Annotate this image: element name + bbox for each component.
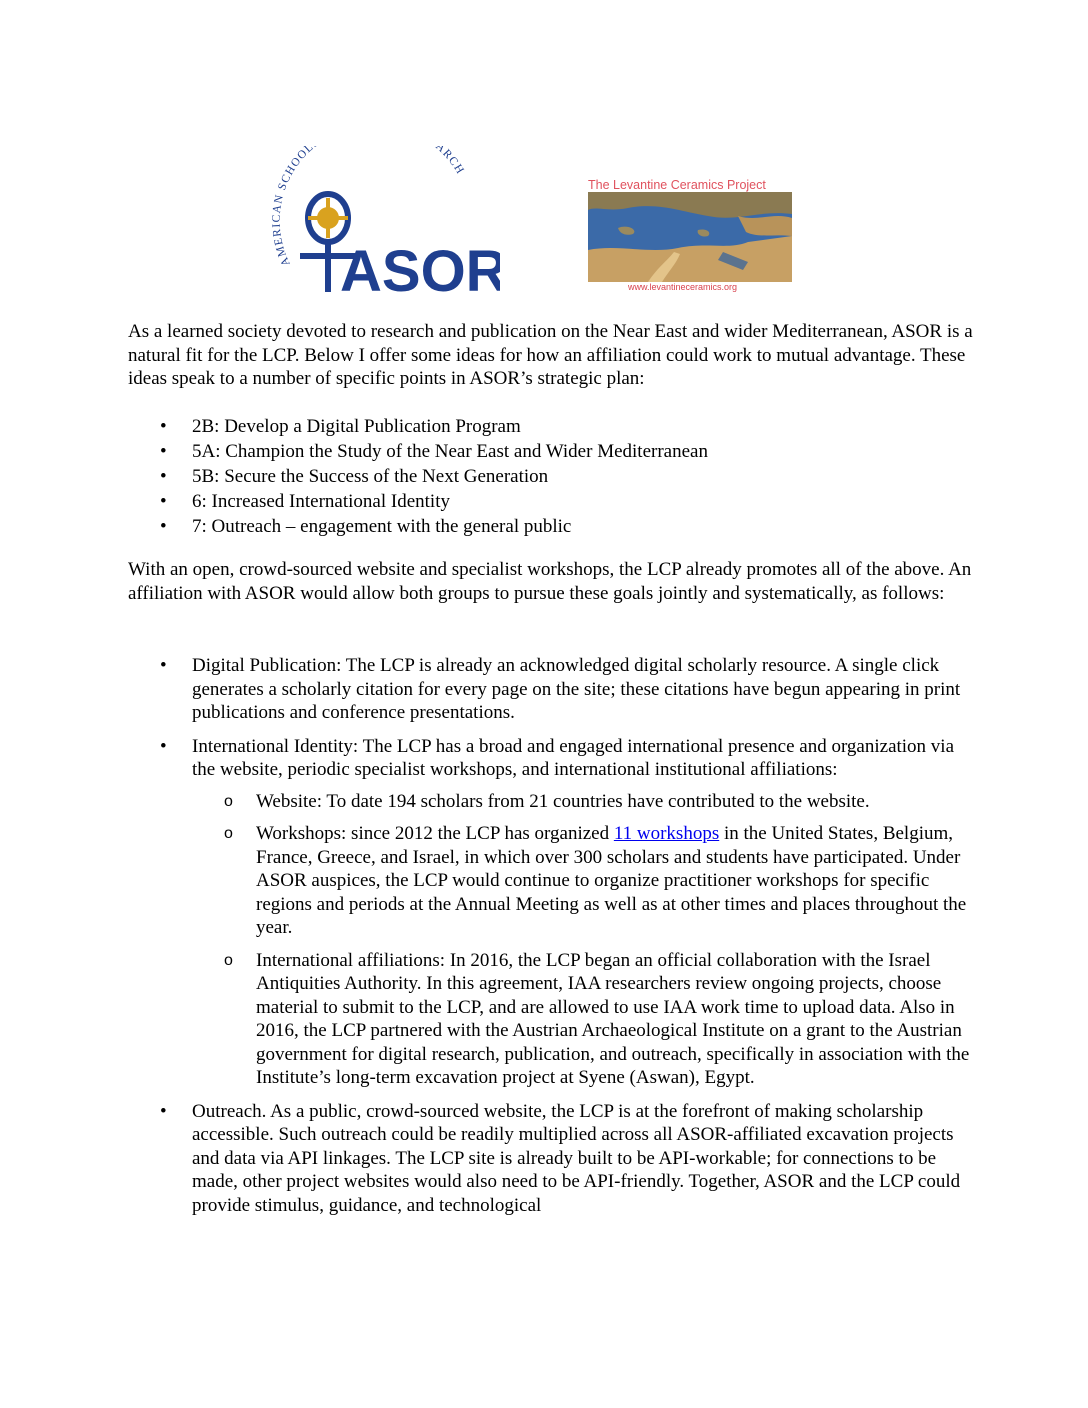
intro-text: As a learned society devoted to research and publication on the Near East and wider Mediterranean, ASOR is a natural fit for the LCP. Below I offer some ideas for how an affiliation could work to mutual advantage. These ideas speak to a number of specific points in ASOR’s strategic plan: — [128, 321, 973, 389]
list-item: • 2B: Develop a Digital Publication Program — [128, 414, 708, 439]
list-item: • 7: Outreach – engagement with the general public — [128, 514, 708, 539]
asor-logo — [270, 146, 500, 294]
subpoint-international-affiliations: o International affiliations: In 2016, the LCP began an official collaboration with the Israel Antiquities Authority. In this agreement, IAA researchers review ongoing projects, choose material to submit to the LCP, and are allowed to use IAA work time to upload data. Also in 2016, the LCP partnered with the Austrian Archaeological Institute on a grant to the Austrian government for digital research, publication, and outreach, specifically in association with the Institute’s long-term excavation project at Syene (Aswan), Egypt. — [192, 949, 978, 1090]
workshops-text-end: in the United States, Belgium, France, Greece, and Israel, in which over 300 scholars and students have participated. Under ASOR auspices, the LCP would continue to organize practitioner workshops for specific regions and periods at the Annual Meeting as well as at other times and places throughout the year. — [256, 823, 967, 938]
subpoint-workshops — [192, 822, 978, 940]
workshops-link[interactable]: 11 workshops — [613, 823, 720, 844]
point-outreach: • Outreach. As a public, crowd-sourced website, the LCP is at the forefront of making scholarship accessible. Such outreach could be readily multiplied across all ASOR-affiliated excavation projects and data via API linkages. The LCP site is already built to be API-workable; for connections to be made, other project websites would also need to be API-friendly. Together, ASOR and the LCP could provide stimulus, guidance, and technological — [128, 1100, 978, 1218]
asor-wordmark: ASOR — [340, 239, 500, 294]
list-item: • 5B: Secure the Success of the Next Generation — [128, 464, 708, 489]
lcp-logo-url: www.levantineceramics.org — [628, 282, 738, 292]
strategic-goals-list — [128, 414, 708, 539]
list-item: • 6: Increased International Identity — [128, 489, 708, 514]
lcp-logo-title: The Levantine Ceramics Project — [588, 178, 766, 192]
workshops-text-start: Workshops: since 2012 the LCP has organized — [256, 823, 614, 844]
intro-paragraph — [128, 320, 978, 391]
mediterranean-map-image — [588, 192, 792, 282]
international-identity-text: International Identity: The LCP has a broad and engaged international presence and organization via the website, periodic specialist workshops, and international institutional affiliations: — [192, 735, 955, 780]
point-international-identity — [128, 735, 978, 1090]
international-sublist — [192, 790, 978, 1090]
list-item: • 5A: Champion the Study of the Near East and Wider Mediterranean — [128, 439, 708, 464]
affiliation-points-list — [128, 654, 978, 1227]
asor-arc-text: AMERICAN SCHOOL ARCH — [270, 146, 467, 268]
affiliation-text: With an open, crowd-sourced website and specialist workshops, the LCP already promotes all of the above. An affiliation with ASOR would allow both groups to pursue these goals jointly and systematically, as follows: — [128, 559, 972, 604]
affiliation-paragraph — [128, 558, 978, 605]
point-digital-publication: • Digital Publication: The LCP is already an acknowledged digital scholarly resource. A single click generates a scholarly citation for every page on the site; these citations have begun appearing in print publications and conference presentations. — [128, 654, 978, 725]
lcp-logo — [584, 178, 796, 298]
subpoint-website: o Website: To date 194 scholars from 21 countries have contributed to the website. — [192, 790, 978, 814]
